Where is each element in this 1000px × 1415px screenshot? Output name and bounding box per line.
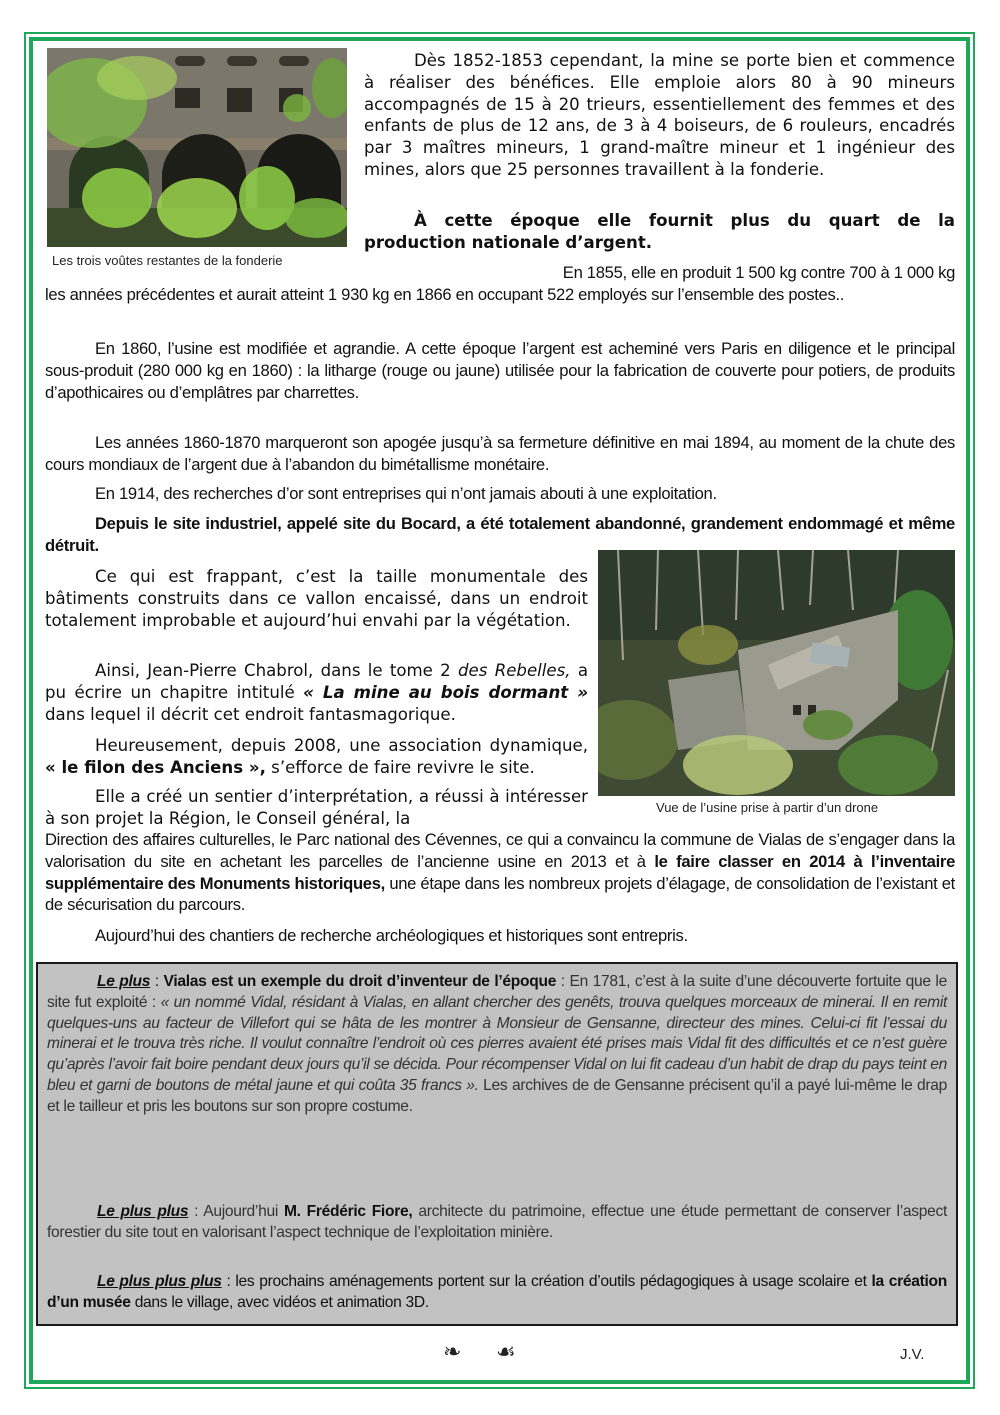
ornament-left-icon: ❧ <box>443 1340 462 1365</box>
paragraph-1855-start: En 1855, elle en produit 1 500 kg contre 700 à 1 000 kg <box>562 263 955 282</box>
le-plus-plus-end: architecte du patrimoine, effectue une étude permettant de conserver l’aspect forestier du site tout en valorisant l’aspect technique de l’exploitation minière. <box>47 1203 948 1241</box>
le-plus-plus-text: : Aujourd’hui <box>188 1203 284 1220</box>
paragraph-apogee: Les années 1860-1870 marqueront son apogée jusqu’à sa fermeture définitive en mai 1894, au moment de la chute des cours mondiaux de l’argent due à l’abandon du bimétallisme monétaire. <box>45 433 955 474</box>
monuments-historiques-text: le faire classer en 2014 à l’inventaire supplémentaire des Monuments historiques, <box>45 851 955 893</box>
vidal-quote: « un nommé Vidal, résidant à Vialas, en allant chercher des genêts, trouva quelques morceaux de minerai. Il en remit quelques-uns au facteur de Villefort qui se hâta de les montrer à Monsieur de Gensanne, directeur des mines. Celui-ci fit l’essai du minerai et le trouva très riche. Il voulut connaître l’endroit où ces pierres avaient été prises mais Vidal fit des difficultés et ce n’est guère qu’après l’avoir fait boire pendant deux jours qu’il se décida. Pour récompenser Vidal on lui fit cadeau d’un habit de drap du pays teint en bleu et garni de boutons de métal jaune et qui coûta 35 francs ». <box>47 993 948 1094</box>
book-title: des Rebelles, <box>458 661 571 680</box>
paragraph-bocard: Depuis le site industriel, appelé site du Bocard, a été totalement abandonné, grandement endommagé et même détruit. <box>45 514 955 555</box>
paragraph-1855-rest: les années précédentes et aurait atteint 1 930 kg en 1866 en occupant 522 employés sur l’ensemble des postes.. <box>45 285 845 304</box>
paragraph-chabrol <box>45 660 588 725</box>
paragraph-association <box>45 735 588 779</box>
paragraph-sentier: Elle a créé un sentier d’interprétation, a réussi à intéresser à son projet la Région, le Conseil général, la <box>45 787 588 828</box>
le-plus-plus-label: Le plus plus <box>97 1203 189 1220</box>
le-plus-plus-paragraph <box>47 1202 947 1244</box>
photo-drone-view <box>598 550 955 796</box>
paragraph-production-nationale: À cette époque elle fournit plus du quart de la production nationale d’argent. <box>364 211 955 252</box>
paragraph-frappant: Ce qui est frappant, c’est la taille monumentale des bâtiments construits dans ce vallon encaissé, dans un endroit totalement improbable et aujourd’hui envahi par la végétation. <box>45 567 588 630</box>
le-plus-end: Les archives de de Gensanne précisent qu’il a payé lui-même le drap et le tailleur et pris les boutons sur son propre costume. <box>47 1076 947 1115</box>
chabrol-end: dans lequel il décrit cet endroit fantasmagorique. <box>45 704 456 724</box>
paragraph-valorisation <box>45 829 955 916</box>
paragraph-1852: Dès 1852-1853 cependant, la mine se porte bien et commence à réaliser des bénéfices. Elle emploie alors 80 à 90 mineurs accompagnés de 15 à 20 trieurs, essentiellement des femmes et des enfants de plus de 12 ans, de 3 à 4 boiseurs, de 6 rouleurs, encadrés par 3 maîtres mineurs, 1 grand-maître mineur et 1 ingénieur des mines, alors que 25 personnes travaillent à la fonderie. <box>364 51 955 179</box>
chapter-title: « La mine au bois dormant » <box>303 682 588 702</box>
droit-inventeur-text: Vialas est un exemple du droit d’inventeur de l’époque <box>163 973 557 990</box>
valorisation-text: Direction des affaires culturelles, le Parc national des Cévennes, ce qui a convaincu la commune de Vialas de s’engager dans la valorisation du site en achetant les parcelles de l’ancienne usine en 2013 et à <box>45 830 955 871</box>
association-name: « le filon des Anciens », <box>45 757 266 777</box>
le-plus-plus-plus-label: Le plus plus plus <box>97 1273 222 1290</box>
photo-caption-arches: Les trois voûtes restantes de la fonderie <box>52 253 283 268</box>
le-plus-plus-plus-end: dans le village, avec vidéos et animation 3D. <box>130 1293 429 1311</box>
valorisation-end: une étape dans les nombreux projets d’élagage, de consolidation de l’existant et de sécurisation du parcours. <box>45 873 955 915</box>
photo-foundry-arches <box>47 48 347 247</box>
association-end: s’efforce de faire revivre le site. <box>265 757 535 777</box>
paragraph-1860: En 1860, l’usine est modifiée et agrandie. A cette époque l’argent est acheminé vers Paris en diligence et le principal sous-produit (280 000 kg en 1860) : la litharge (rouge ou jaune) utilisée pour la fabrication de couverte pour potiers, de produits d’apothicaires ou d’emplâtres par charrettes. <box>45 339 955 402</box>
le-plus-plus-plus-text: : les prochains aménagements portent sur la création d’outils pédagogiques à usage scolaire et <box>221 1273 872 1290</box>
foundry-arches-image <box>47 48 347 247</box>
le-plus-sep: : <box>150 973 164 990</box>
le-plus-label: Le plus <box>97 973 151 990</box>
ornament-right-icon: ☙ <box>496 1340 516 1365</box>
paragraph-chantiers: Aujourd’hui des chantiers de recherche archéologiques et historiques sont entrepris. <box>95 926 688 945</box>
photo-caption-drone: Vue de l’usine prise à partir d’un drone <box>656 800 879 815</box>
musee-text: la création d’un musée <box>47 1273 948 1311</box>
le-plus-paragraph <box>47 972 947 1118</box>
author-signature: J.V. <box>900 1346 925 1363</box>
le-plus-plus-plus-paragraph <box>47 1272 947 1314</box>
chabrol-mid: a pu écrire un chapitre intitulé <box>45 661 588 702</box>
paragraph-1914: En 1914, des recherches d’or sont entreprises qui n’ont jamais abouti à une exploitation. <box>95 484 717 503</box>
association-text: Heureusement, depuis 2008, une association dynamique, <box>95 736 588 755</box>
drone-view-image <box>598 550 955 796</box>
architect-name: M. Frédéric Fiore, <box>283 1203 413 1220</box>
chabrol-text: Ainsi, Jean-Pierre Chabrol, dans le tome 2 <box>95 661 459 680</box>
le-plus-text: : En 1781, c’est à la suite d’une découverte fortuite que le site fut exploité : <box>47 973 947 1011</box>
